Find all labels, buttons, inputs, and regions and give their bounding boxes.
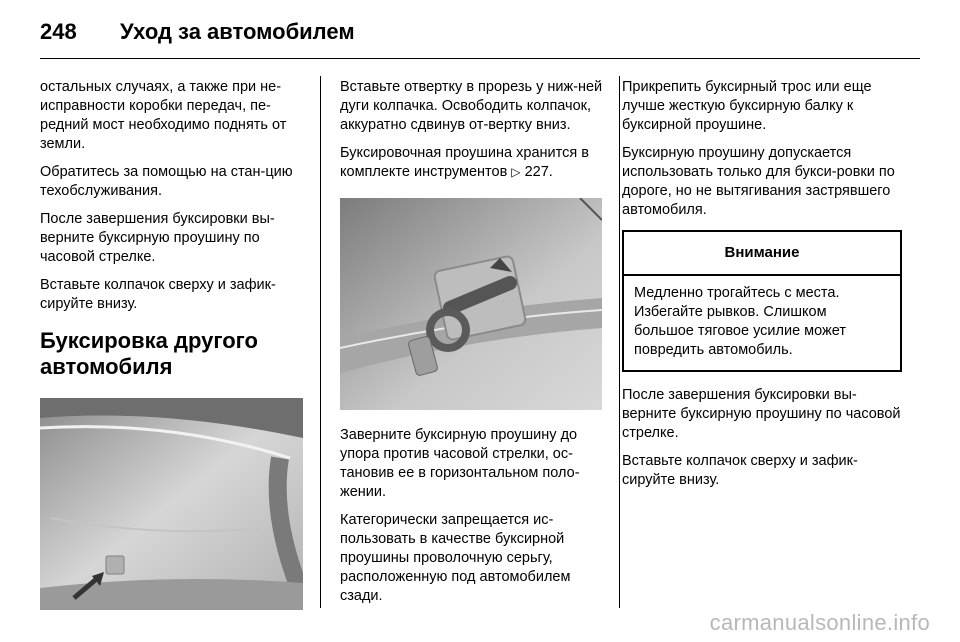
rear-bumper-photo: [40, 398, 303, 610]
caution-box: [622, 230, 902, 372]
paragraph: Буксирную проушину допускается использовать только для букси-ровки по дороге, но не вытягивания застрявшего автомобиля.: [622, 145, 895, 218]
paragraph: Категорически запрещается ис-пользовать в качестве буксирной проушины проволочную серьгу, расположенную под автомобилем сзади.: [340, 512, 571, 604]
column-divider: [320, 76, 321, 608]
paragraph: Обратитесь за помощью на стан-цию техобслуживания.: [40, 164, 293, 199]
paragraph: остальных случаях, а также при не-исправности коробки передач, пе-редний мост необходимо поднять от земли.: [40, 79, 287, 152]
section-title-line: Буксировка другого: [40, 328, 258, 353]
paragraph: Вставьте отвертку в прорезь у ниж-ней дуги колпачка. Освободить колпачок, аккуратно сдвинув от-вертку вниз.: [340, 79, 603, 133]
column-right: [622, 78, 902, 499]
paragraph: [340, 144, 608, 182]
paragraph: Вставьте колпачок сверху и зафик-сируйте внизу.: [40, 277, 276, 312]
page-reference: 227.: [524, 164, 553, 180]
chapter-title: Уход за автомобилем: [120, 19, 355, 44]
column-middle: [340, 78, 608, 615]
paragraph: Вставьте колпачок сверху и зафик-сируйте внизу.: [622, 453, 858, 488]
paragraph: После завершения буксировки вы-верните буксирную проушину по часовой стрелке.: [40, 211, 275, 265]
column-left: [40, 78, 308, 610]
caution-text: Медленно трогайтесь с места. Избегайте рывков. Слишком большое тяговое усилие может повредить автомобиль.: [634, 285, 846, 358]
header-rule: [40, 58, 920, 59]
page-number: 248: [40, 19, 77, 44]
section-title-line: автомобиля: [40, 354, 173, 379]
tow-eye-photo: [340, 198, 602, 410]
column-divider: [619, 76, 620, 608]
ref-arrow-icon: ▷: [511, 165, 521, 179]
section-title: [40, 328, 308, 380]
page-header: [40, 12, 355, 52]
paragraph-text: Буксировочная проушина хранится в комплекте инструментов: [340, 145, 589, 180]
paragraph: Прикрепить буксирный трос или еще лучше жесткую буксирную балку к буксирной проушине.: [622, 79, 872, 133]
caution-title: Внимание: [624, 232, 900, 276]
watermark: carmanualsonline.info: [709, 610, 930, 635]
paragraph: Заверните буксирную проушину до упора против часовой стрелки, ос-тановив ее в горизонтальном поло-жении.: [340, 427, 580, 500]
paragraph: После завершения буксировки вы-верните буксирную проушину по часовой стрелке.: [622, 387, 901, 441]
